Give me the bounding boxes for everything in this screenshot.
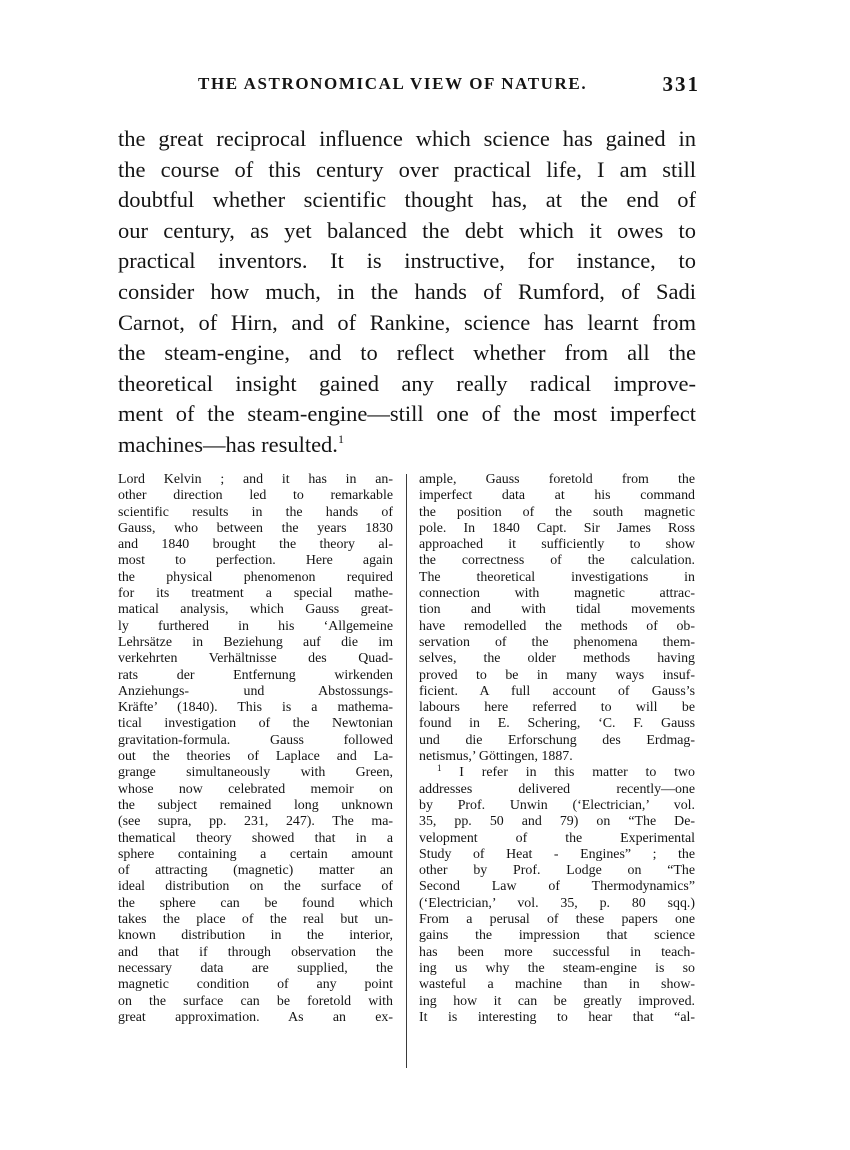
note-line: Lehrsätze in Beziehung auf die im — [118, 634, 393, 650]
footnote-line: by Prof. Unwin (‘Electrician,’ vol. — [419, 797, 695, 813]
footnote-line: velopment of the Experimental — [419, 830, 695, 846]
body-line: machines—has resulted. — [118, 431, 338, 457]
note-line: sphere containing a certain amount — [118, 846, 393, 862]
note-line: other direction led to remarkable — [118, 488, 393, 504]
footnote-line: Study of Heat - Engines” ; the — [419, 846, 695, 862]
footnote-line: addresses delivered recently—one — [419, 781, 695, 797]
note-line: found in E. Schering, ‘C. F. Gauss — [419, 716, 695, 732]
note-line: matical analysis, which Gauss great- — [118, 602, 393, 618]
footnote-column-left — [118, 472, 393, 1026]
footnote-text: I refer in this matter to two — [441, 765, 695, 781]
note-line: Kräfte’ (1840). This is a mathema- — [118, 700, 393, 716]
note-line: for its treatment a special mathe- — [118, 586, 393, 602]
running-header — [118, 74, 700, 100]
note-line: und die Erforschung des Erdmag- — [419, 732, 695, 748]
footnote-line: gains the impression that science — [419, 928, 695, 944]
note-line: tion and with tidal movements — [419, 602, 695, 618]
footnote-column-right — [419, 472, 695, 1026]
note-line: great approximation. As an ex- — [118, 1009, 393, 1025]
footnote-line: From a perusal of these papers one — [419, 912, 695, 928]
note-line: of attracting (magnetic) matter an — [118, 863, 393, 879]
note-line: grange simultaneously with Green, — [118, 765, 393, 781]
footnote-line: (‘Electrician,’ vol. 35, p. 80 sqq.) — [419, 895, 695, 911]
note-line: netismus,’ Göttingen, 1887. — [419, 749, 573, 765]
note-line: and that if through observation the — [118, 944, 393, 960]
column-divider — [406, 474, 407, 1068]
note-line: necessary data are supplied, the — [118, 960, 393, 976]
note-line: Lord Kelvin ; and it has in an- — [118, 472, 393, 487]
note-line: servation of the phenomena them- — [419, 634, 695, 650]
note-line: Gauss, who between the years 1830 — [118, 520, 393, 536]
main-body-text — [118, 124, 696, 461]
note-line: most to perfection. Here again — [118, 553, 393, 569]
body-line: theoretical insight gained any really radical improve- — [118, 370, 696, 396]
body-line: our century, as yet balanced the debt which it owes to — [118, 217, 696, 243]
note-line: imperfect data at his command — [419, 488, 695, 504]
note-line: gravitation-formula. Gauss followed — [118, 732, 393, 748]
note-line: ficient. A full account of Gauss’s — [419, 683, 695, 699]
footnote-line: other by Prof. Lodge on “The — [419, 863, 695, 879]
footnote-reference: 1 — [337, 431, 344, 446]
note-line: (see supra, pp. 231, 247). The ma- — [118, 814, 393, 830]
body-line: doubtful whether scientific thought has, at the end of — [118, 187, 696, 213]
running-title: THE ASTRONOMICAL VIEW OF NATURE. — [198, 74, 588, 93]
note-line: thematical theory showed that in a — [118, 830, 393, 846]
footnote-number: 1 — [437, 763, 442, 774]
note-line: magnetic condition of any point — [118, 977, 393, 993]
note-line: the subject remained long unknown — [118, 797, 393, 813]
note-line: whose now celebrated memoir on — [118, 781, 393, 797]
footnote-first-line — [419, 765, 695, 781]
note-line: out the theories of Laplace and La- — [118, 749, 393, 765]
note-line: have remodelled the methods of ob- — [419, 618, 695, 634]
footnote-line: ing us why the steam-engine is so — [419, 960, 695, 976]
note-line: labours here referred to will be — [419, 700, 695, 716]
page-number: 331 — [662, 72, 700, 96]
note-line: the sphere can be found which — [118, 895, 393, 911]
body-line: ment of the steam-engine—still one of the most imperfect — [118, 401, 696, 427]
footnote-line: Second Law of Thermodynamics” — [419, 879, 695, 895]
footnote-line: wasteful a machine than in show- — [419, 977, 695, 993]
body-line: practical inventors. It is instructive, for instance, to — [118, 248, 696, 274]
footnote-area — [118, 472, 698, 1074]
note-line: rats der Entfernung wirkenden — [118, 667, 393, 683]
footnote-line: has been more successful in teach- — [419, 944, 695, 960]
body-line: consider how much, in the hands of Rumford, of Sadi — [118, 278, 696, 304]
note-line: scientific results in the hands of — [118, 504, 393, 520]
footnote-line: ing how it can be greatly improved. — [419, 993, 695, 1009]
note-line: connection with magnetic attrac- — [419, 586, 695, 602]
note-line: the physical phenomenon required — [118, 569, 393, 585]
note-line: known distribution in the interior, — [118, 928, 393, 944]
note-line: proved to be in many ways insuf- — [419, 667, 695, 683]
note-line: Anziehungs- und Abstossungs- — [118, 683, 393, 699]
note-line: ideal distribution on the surface of — [118, 879, 393, 895]
note-line: approached it sufficiently to show — [419, 537, 695, 553]
note-line: the correctness of the calculation. — [419, 553, 695, 569]
note-line: verkehrten Verhältnisse des Quad- — [118, 651, 393, 667]
body-line: Carnot, of Hirn, and of Rankine, science has learnt from — [118, 309, 696, 335]
note-line: the position of the south magnetic — [419, 504, 695, 520]
note-line: and 1840 brought the theory al- — [118, 537, 393, 553]
note-line: ly furthered in his ‘Allgemeine — [118, 618, 393, 634]
note-line: selves, the older methods having — [419, 651, 695, 667]
note-line: The theoretical investigations in — [419, 569, 695, 585]
footnote-line: 35, pp. 50 and 79) on “The De- — [419, 814, 695, 830]
body-line-wrap — [118, 430, 696, 461]
note-line: ample, Gauss foretold from the — [419, 472, 695, 487]
footnote-line: It is interesting to hear that “al- — [419, 1009, 695, 1025]
body-line: the course of this century over practical life, I am still — [118, 156, 696, 182]
note-line: tical investigation of the Newtonian — [118, 716, 393, 732]
body-line: the steam-engine, and to reflect whether from all the — [118, 340, 696, 366]
note-line: on the surface can be foretold with — [118, 993, 393, 1009]
note-line: takes the place of the real but un- — [118, 912, 393, 928]
body-line: the great reciprocal influence which science has gained in — [118, 126, 696, 151]
note-line: pole. In 1840 Capt. Sir James Ross — [419, 520, 695, 536]
